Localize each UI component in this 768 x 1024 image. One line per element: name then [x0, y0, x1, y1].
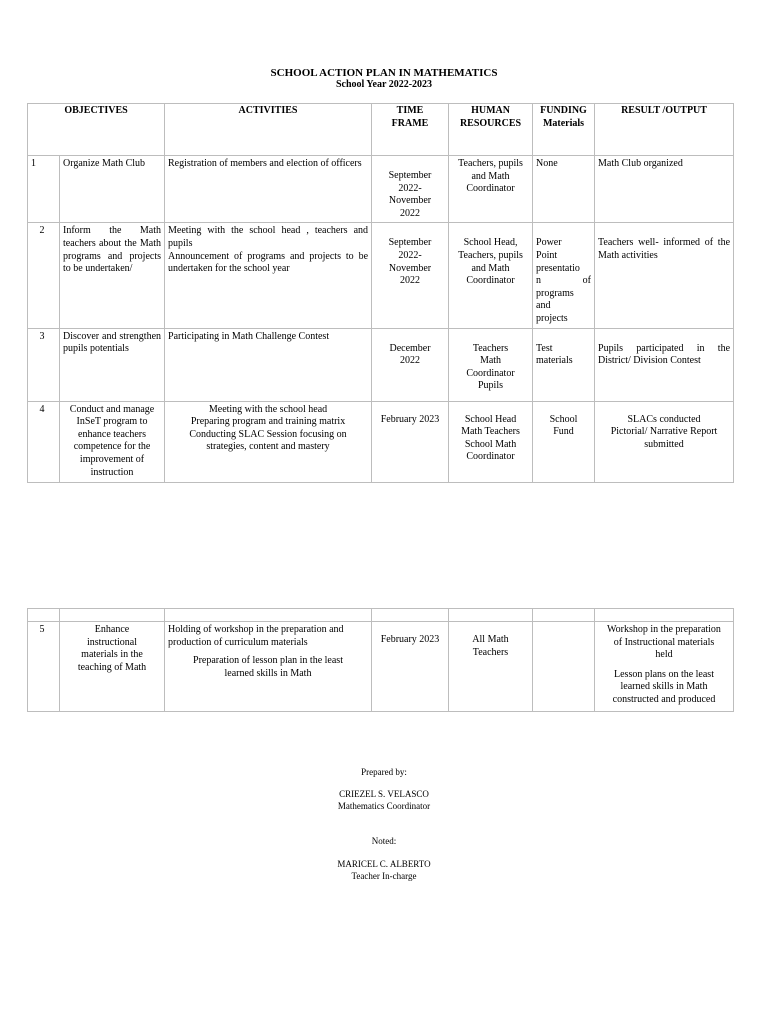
document-header: [0, 67, 768, 91]
preparer-role: Mathematics Coordinator: [337, 800, 431, 811]
row-activities: Meeting with the school head Preparing program and training matrix Conducting SLAC Session focusing on strategies, content and mastery: [165, 401, 372, 482]
preparer-name: CRIEZEL S. VELASCO: [339, 789, 429, 799]
row-funding: Power Point presentatio n of programs and projects: [533, 223, 595, 328]
row-number: 1: [28, 156, 60, 223]
row-activities: Participating in Math Challenge Contest: [165, 328, 372, 401]
row-human-resources: School Head, Teachers, pupils and Math Coordinator: [449, 223, 533, 328]
row-number: 4: [28, 401, 60, 482]
table-header-row: [28, 104, 734, 156]
row-funding: [533, 622, 595, 712]
header-time-frame: TIME FRAME: [372, 104, 449, 156]
row-objective: Conduct and manage InSeT program to enhance teachers competence for the improvement of instruction: [60, 401, 165, 482]
header-activities: ACTIVITIES: [165, 104, 372, 156]
row-objective: Enhance instructional materials in the teaching of Math: [60, 622, 165, 712]
noted-name: MARICEL C. ALBERTO: [337, 859, 431, 869]
row-number: 2: [28, 223, 60, 328]
document-subtitle: School Year 2022-2023: [335, 79, 433, 90]
table-row: [28, 223, 734, 328]
row-activities: Meeting with the school head , teachers and pupils Announcement of programs and projects to be undertaken for the school year: [165, 223, 372, 328]
row-objective: Discover and strengthen pupils potentials: [60, 328, 165, 401]
row-result: SLACs conducted Pictorial/ Narrative Report submitted: [595, 401, 734, 482]
row-time-frame: September 2022- November 2022: [372, 156, 449, 223]
row-funding: None: [533, 156, 595, 223]
table-row: [28, 328, 734, 401]
row-time-frame: December 2022: [372, 328, 449, 401]
row-result: Math Club organized: [595, 156, 734, 223]
preparer-block: [0, 789, 768, 812]
document-title: SCHOOL ACTION PLAN IN MATHEMATICS: [270, 67, 498, 79]
header-funding: FUNDING Materials: [533, 104, 595, 156]
row-result: Workshop in the preparation of Instructional materials held Lesson plans on the least learned skills in Math constructed and produced: [595, 622, 734, 712]
row-result: Pupils participated in the District/ Division Contest: [595, 328, 734, 401]
row-objective: Inform the Math teachers about the Math programs and projects to be undertaken/: [60, 223, 165, 328]
row-time-frame: September 2022- November 2022: [372, 223, 449, 328]
row-human-resources: School Head Math Teachers School Math Coordinator: [449, 401, 533, 482]
table-row: [28, 156, 734, 223]
row-activities: Registration of members and election of officers: [165, 156, 372, 223]
header-human-resources: HUMAN RESOURCES: [449, 104, 533, 156]
header-result: RESULT /OUTPUT: [595, 104, 734, 156]
action-plan-table: [27, 103, 734, 483]
table-row: [28, 401, 734, 482]
noted-by-block: [0, 859, 768, 882]
row-human-resources: All Math Teachers: [449, 622, 533, 712]
row-human-resources: Teachers, pupils and Math Coordinator: [449, 156, 533, 223]
header-objectives: OBJECTIVES: [28, 104, 165, 156]
action-plan-table-continued: [27, 608, 734, 712]
row-funding: School Fund: [533, 401, 595, 482]
table-empty-row: [28, 609, 734, 622]
table-row: [28, 622, 734, 712]
row-objective: Organize Math Club: [60, 156, 165, 223]
prepared-by-label: Prepared by:: [361, 767, 407, 777]
row-human-resources: Teachers Math Coordinator Pupils: [449, 328, 533, 401]
row-number: 3: [28, 328, 60, 401]
row-time-frame: February 2023: [372, 622, 449, 712]
row-activities: Holding of workshop in the preparation and production of curriculum materials Preparation of lesson plan in the least learned skills in Math: [165, 622, 372, 712]
noted-label: Noted:: [371, 836, 397, 846]
row-funding: Test materials: [533, 328, 595, 401]
row-result: Teachers well- informed of the Math activities: [595, 223, 734, 328]
row-time-frame: February 2023: [372, 401, 449, 482]
row-number: 5: [28, 622, 60, 712]
noted-role: Teacher In-charge: [351, 870, 417, 881]
